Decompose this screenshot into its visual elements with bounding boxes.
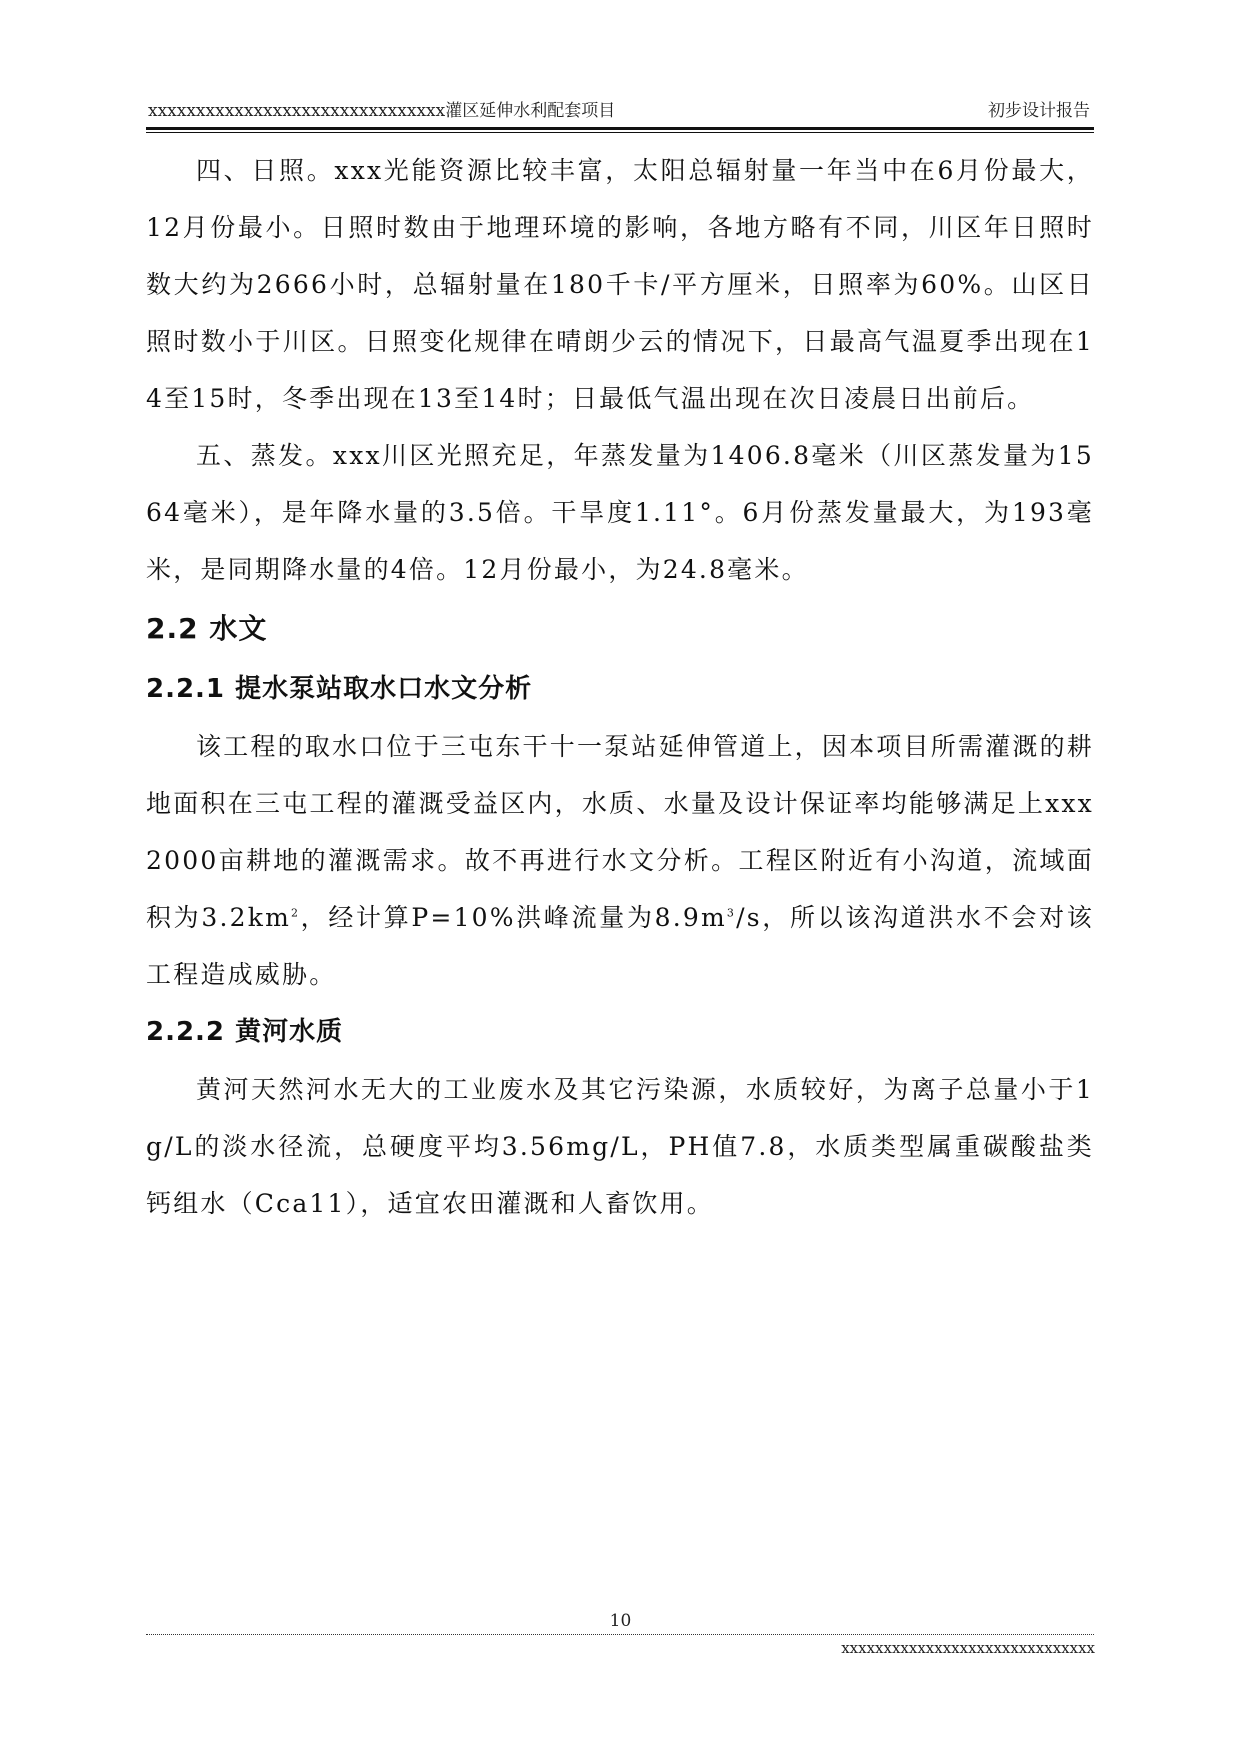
- superscript-square: 2: [290, 906, 301, 920]
- intake-text-part1: 该工程的取水口位于三屯东干十一泵站延伸管道上，因本项目所需灌溉的耕地面积在三屯工程的灌溉受益区内，水质、水量及设计保证率均能够满足上xxx2000亩耕地的灌溉需求。故不再进行水文分析。工程区附近有小沟道，流域面积为3.2km: [146, 732, 1094, 932]
- superscript-cube: 3: [726, 906, 737, 920]
- section-heading-hydrology: 2.2 水文: [146, 612, 268, 645]
- paragraph-evaporation: 五、蒸发。xxx川区光照充足，年蒸发量为1406.8毫米（川区蒸发量为1564毫米），是年降水量的3.5倍。干旱度1.11°。6月份蒸发量最大，为193毫米，是同期降水量的4倍。12月份最小，为24.8毫米。: [146, 441, 1094, 584]
- paragraph-intake: [146, 718, 1094, 1003]
- subsection-heading-water-quality: 2.2.2 黄河水质: [146, 1017, 344, 1047]
- header-rule: [146, 127, 1094, 130]
- intake-text-part3: /s，所以该沟道洪水不会对该工程造成威胁。: [146, 903, 1094, 989]
- footer-organization: xxxxxxxxxxxxxxxxxxxxxxxxxxxxxx: [841, 1639, 1095, 1657]
- document-body: [146, 142, 1094, 1232]
- header-project-title: xxxxxxxxxxxxxxxxxxxxxxxxxxxxxxx灌区延伸水利配套项目: [148, 101, 616, 121]
- page-header: [146, 96, 1094, 126]
- header-rule-thin: [146, 132, 1094, 133]
- page-number: 10: [609, 1611, 632, 1631]
- header-report-type: 初步设计报告: [988, 101, 1090, 121]
- intake-text-part2: ，经计算P=10%洪峰流量为8.9m: [300, 903, 727, 932]
- paragraph-water-quality: 黄河天然河水无大的工业废水及其它污染源，水质较好，为离子总量小于1g/L的淡水径流，总硬度平均3.56mg/L，PH值7.8，水质类型属重碳酸盐类钙组水（Cca11），适宜农田灌溉和人畜饮用。: [146, 1075, 1094, 1218]
- footer-rule: [146, 1634, 1094, 1635]
- paragraph-sunshine: 四、日照。xxx光能资源比较丰富，太阳总辐射量一年当中在6月份最大，12月份最小。日照时数由于地理环境的影响，各地方略有不同，川区年日照时数大约为2666小时，总辐射量在180千卡/平方厘米，日照率为60%。山区日照时数小于川区。日照变化规律在晴朗少云的情况下，日最高气温夏季出现在14至15时，冬季出现在13至14时；日最低气温出现在次日凌晨日出前后。: [146, 156, 1094, 413]
- subsection-heading-intake-analysis: 2.2.1 提水泵站取水口水文分析: [146, 674, 533, 704]
